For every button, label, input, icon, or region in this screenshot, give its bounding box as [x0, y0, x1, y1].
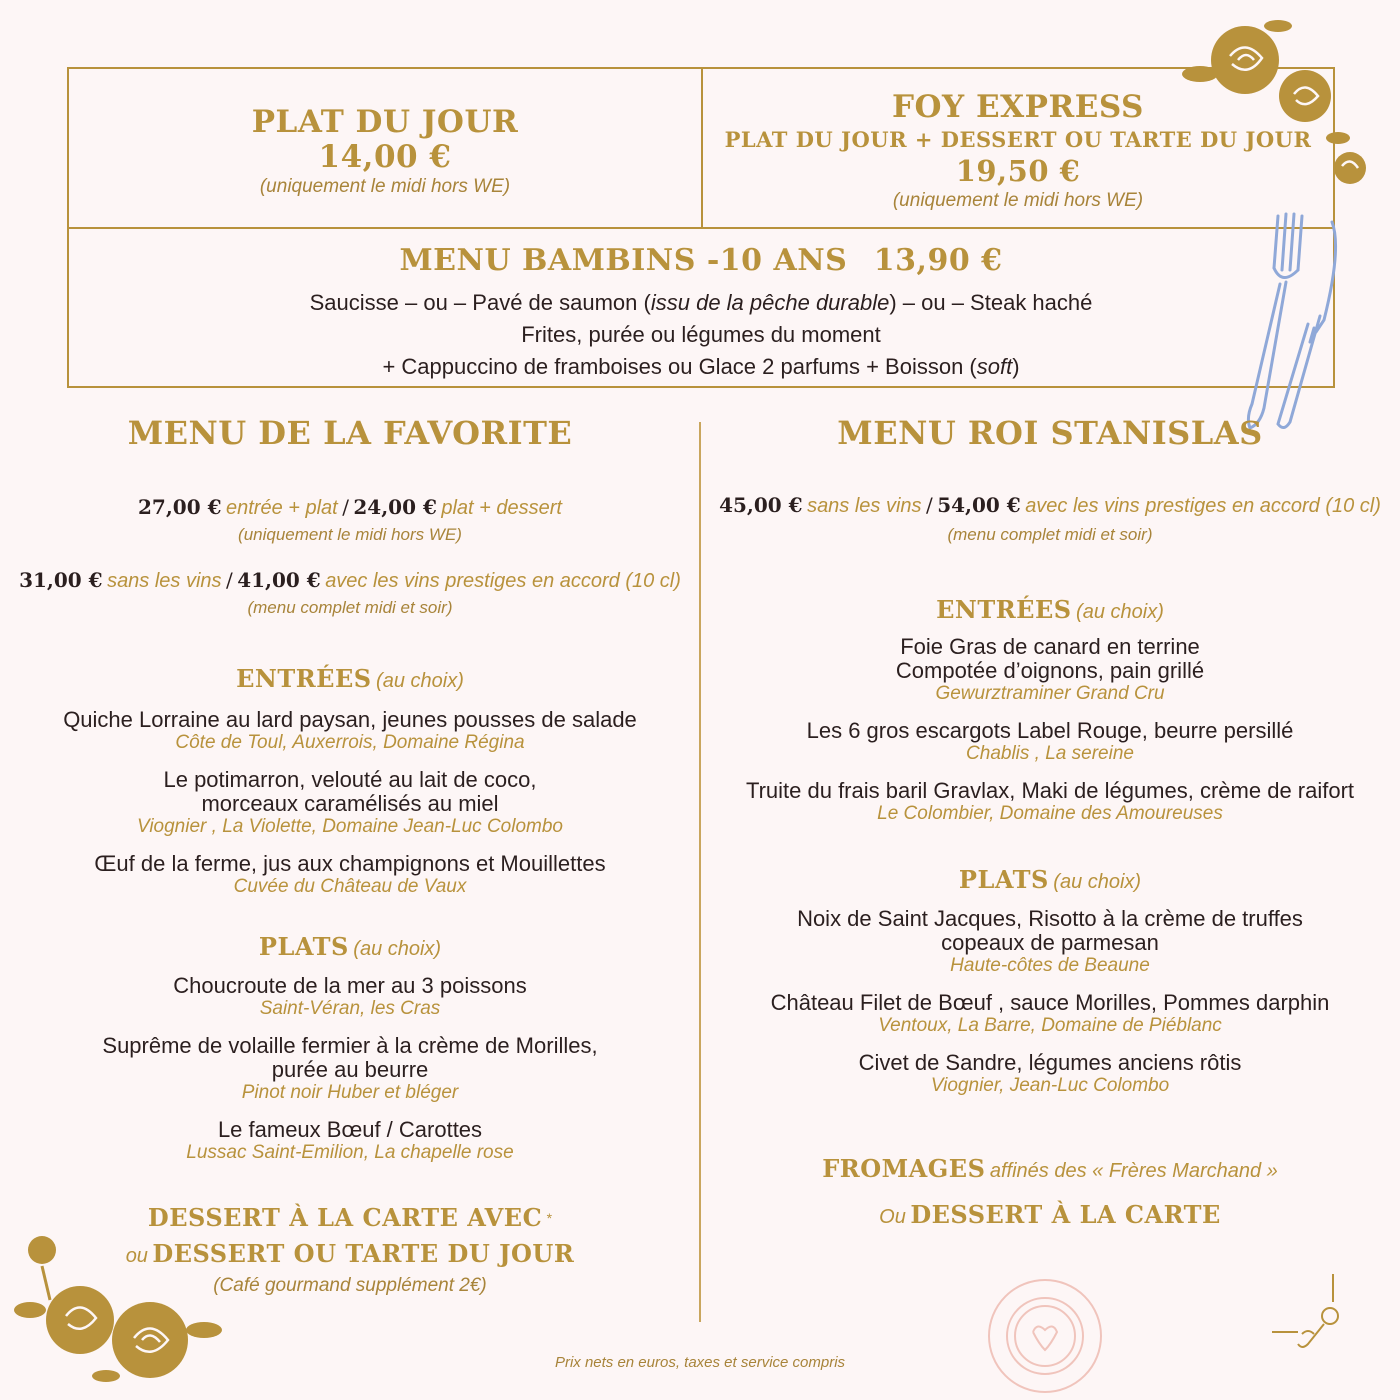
bambins-line-1: Saucisse – ou – Pavé de saumon (issu de la pêche durable) – ou – Steak haché — [309, 290, 1093, 315]
rose-decoration-icon — [1170, 8, 1370, 198]
menu-favorite — [0, 412, 700, 1298]
favorite-entree-item: Le potimarron, velouté au lait de coco, morceaux caramélisés au miel Viognier , La Violette, Domaine Jean-Luc Colombo — [137, 767, 563, 837]
foy-express-subtitle: PLAT DU JOUR + DESSERT OU TARTE DU JOUR — [724, 127, 1312, 152]
stanislas-entrees-heading: ENTRÉES (au choix) — [936, 595, 1164, 624]
plat-du-jour-price: 14,00 € — [318, 139, 452, 175]
foy-express-price: 19,50 € — [955, 154, 1081, 188]
favorite-plat-item: Choucroute de la mer au 3 poissons Saint-Véran, les Cras — [173, 973, 527, 1019]
favorite-plat-item: Le fameux Bœuf / Carottes Lussac Saint-Emilion, La chapelle rose — [186, 1117, 514, 1163]
plat-du-jour-title: PLAT DU JOUR — [251, 104, 519, 140]
footer-note: Prix nets en euros, taxes et service compris — [554, 1354, 846, 1371]
stanislas-entree-item: Foie Gras de canard en terrine Compotée d’oignons, pain grillé Gewurztraminer Grand Cru — [895, 634, 1205, 704]
favorite-plat-item: Suprême de volaille fermier à la crème de Morilles, purée au beurre Pinot noir Huber et bléger — [102, 1033, 598, 1103]
stanislas-entree-item: Truite du frais baril Gravlax, Maki de légumes, crème de raifort Le Colombier, Domaine des Amoureuses — [745, 778, 1355, 824]
stanislas-fromages: FROMAGES affinés des « Frères Marchand » — [822, 1154, 1278, 1183]
favorite-entree-item: Quiche Lorraine au lard paysan, jeunes pousses de salade Côte de Toul, Auxerrois, Domaine Régina — [63, 707, 637, 753]
favorite-price-line-2: 31,00 € sans les vins / 41,00 € avec les vins prestiges en accord (10 cl) — [19, 568, 681, 592]
favorite-price-line-1: 27,00 € entrée + plat / 24,00 € plat + dessert — [138, 495, 562, 519]
menu-stanislas — [700, 412, 1400, 1235]
stanislas-price-line: 45,00 € sans les vins / 54,00 € avec les vins prestiges en accord (10 cl) — [719, 493, 1381, 517]
favorite-note-2: (menu complet midi et soir) — [247, 598, 453, 617]
favorite-dessert-line-1: DESSERT À LA CARTE AVEC * — [147, 1203, 553, 1232]
bambins-line-2: Frites, purée ou légumes du moment — [521, 322, 881, 347]
bambins-section — [69, 240, 1333, 383]
favorite-title: MENU DE LA FAVORITE — [127, 414, 573, 452]
plat-du-jour-note: (uniquement le midi hors WE) — [259, 176, 511, 197]
foy-express-note: (uniquement le midi hors WE) — [892, 190, 1144, 211]
stanislas-plat-item: Château Filet de Bœuf , sauce Morilles, Pommes darphin Ventoux, La Barre, Domaine de Piéblanc — [770, 990, 1330, 1036]
favorite-entrees-heading: ENTRÉES (au choix) — [236, 664, 464, 693]
stanislas-entree-item: Les 6 gros escargots Label Rouge, beurre persillé Chablis , La sereine — [806, 718, 1294, 764]
cutlery-icon — [1220, 208, 1350, 434]
favorite-dessert-line-2: ou DESSERT OU TARTE DU JOUR — [125, 1239, 575, 1268]
stanislas-plat-item: Noix de Saint Jacques, Risotto à la crème de truffes copeaux de parmesan Haute-côtes de Beaune — [797, 906, 1303, 976]
stanislas-note: (menu complet midi et soir) — [947, 525, 1153, 544]
foy-express-title: FOY EXPRESS — [892, 89, 1144, 125]
plat-du-jour-section — [69, 104, 701, 200]
stanislas-plat-item: Civet de Sandre, légumes anciens rôtis Viognier, Jean-Luc Colombo — [858, 1050, 1242, 1096]
stanislas-dessert: Ou DESSERT À LA CARTE — [879, 1200, 1221, 1229]
stanislas-plats-heading: PLATS (au choix) — [958, 865, 1142, 894]
favorite-plats-heading: PLATS (au choix) — [258, 932, 442, 961]
coffee-cup-icon — [985, 1276, 1105, 1396]
bambins-price: 13,90 € — [873, 243, 1003, 278]
favorite-entree-item: Œuf de la ferme, jus aux champignons et Mouillettes Cuvée du Château de Vaux — [94, 851, 606, 897]
favorite-note-1: (uniquement le midi hors WE) — [238, 525, 462, 544]
stanislas-title: MENU ROI STANISLAS — [837, 414, 1263, 452]
bambins-title: MENU BAMBINS -10 ANS — [399, 243, 848, 278]
favorite-dessert-note: (Café gourmand supplément 2€) — [213, 1275, 487, 1296]
bambins-line-3: + Cappuccino de framboises ou Glace 2 parfums + Boisson (soft) — [382, 354, 1020, 379]
